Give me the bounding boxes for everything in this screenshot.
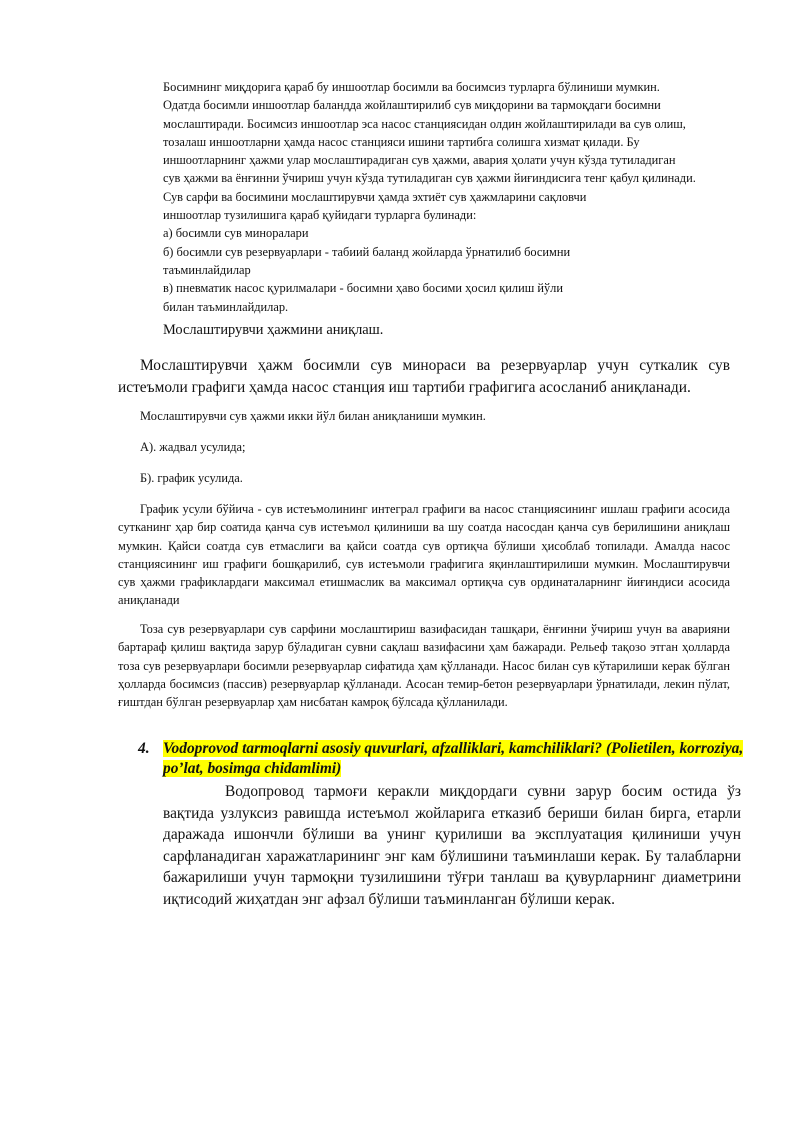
heading-line-1: Vodoprovod tarmoqlarni asosiy quvurlari, afzalliklari, kamchiliklari? (Polietilen, korroziya, (163, 740, 744, 757)
list-item-c: в) пневматик насос қурилмалари - босимни ҳаво босими ҳосил қилиш йўли (163, 281, 563, 296)
text-line: мослаштиради. Босимсиз иншоотлар эса насос станциясидан олдин жойлаштирилади ва сув олиш, (163, 116, 686, 131)
paragraph-methods-intro: Мослаштирувчи сув ҳажми икки йўл билан аниқланиши мумкин. (140, 409, 486, 423)
text-line: Одатда босимли иншоотлар баландда жойлаштирилиб сув миқдорини ва тармоқдаги босимни (163, 98, 661, 113)
list-item-b: б) босимли сув резервуарлари - табиий баланд жойларда ўрнатилиб босимни (163, 244, 571, 259)
method-b: Б). график усулида. (140, 471, 243, 485)
text-line: тозалаш иншоотларни ҳамда насос станцияси ишини тартибга солишга хизмат қилади. Бу (163, 134, 640, 149)
heading-line-2: po’lat, bosimga chidamlimi) (163, 760, 342, 777)
paragraph-volume: Мослаштирувчи ҳажм босимли сув минораси ва резервуарлар учун суткалик сув истеъмоли графиги ҳамда насос станция иш тартиби графигига асосланиб аниқланади. (118, 357, 730, 396)
text-line: иншоотларнинг ҳажми улар мослаштирадиган сув ҳажми, авария ҳолати учун кўзда тутиладиган (163, 153, 676, 168)
paragraph-graph-method: График усули бўйича - сув истеъмолининг интеграл графиги ва насос станциясининг ишлаш графиги асосида сутканинг ҳар бир соатида қанча сув истеъмол қилиниши ва шу соатда насосдан қанча сув берилишини аниқлаш мумкин. Қайси соатда сув етмаслиги ва қайси соатда сув ортиқча бўлиши ҳисоблаб топилади. Амалда насос станциясининг иш графиги бошқарилиб, сув истеъмоли графигига яқинлаштирилиши мумкин. Мослаштирувчи сув ҳажми графиклардаги максимал етишмаслик ва максимал ортиқча сув ординаталарнинг йиғиндиси асосида аниқланади (118, 502, 730, 608)
text-line: Босимнинг миқдорига қараб бу иншоотлар босимли ва босимсиз турларга бўлиниши мумкин. (163, 80, 660, 94)
text-line: иншоотлар тузилишига қараб қуйидаги турларга булинади: (163, 208, 477, 223)
section-heading-4 (138, 739, 748, 779)
list-item-c-cont: билан таъминлайдилар. (163, 299, 289, 314)
text-line: Сув сарфи ва босимини мослаштирувчи ҳамда эхтиёт сув ҳажмларини сақловчи (163, 189, 587, 204)
list-item-b-cont: таъминлайдилар (163, 262, 251, 277)
method-a: А). жадвал усулида; (140, 440, 246, 454)
paragraph-network: Водопровод тармоғи керакли миқдордаги сувни зарур босим остида ўз вақтида узлуксиз равишда истеъмол жойларига етказиб бериши билан бирга, етарли даражада ишончли бўлиши ва унинг қурилиши ва эксплуатация қилиниши учун сарфланадиган харажатларининг энг кам бўлишини таъминлаши керак. Бу талабларни бажарилиши учун тармоқни тузилишини тўғри танлаш ва қувурларнинг диаметрини иқтисодий жиҳатдан энг афзал бўлиши таъминланган бўлиши керак. (163, 783, 741, 908)
paragraph-clean-reservoirs: Тоза сув резервуарлари сув сарфини мослаштириш вазифасидан ташқари, ёнғинни ўчириш учун ва аварияни бартараф қилиш вақтида зарур бўладиган сувни сақлаш вазифасини ҳам бажаради. Рельеф тақозо этган ҳолларда тоза сув резервуарлари босимли резервуарлар сифатида ҳам қўлланади. Насос билан сув кўтарилиши керак бўлган ҳолларда босимсиз (пассив) резервуарлар қўлланади. Асосан темир-бетон резервуарлари ўрнатилади, лекин пўлат, ғиштдан бўлган резервуарлар ҳам нисбатан камроқ бўлсада қўлланилади. (118, 622, 730, 710)
list-item-a: а) босимли сув миноралари (163, 226, 309, 241)
paragraph-structures (163, 78, 741, 316)
section-subtitle: Мослаштирувчи ҳажмини аниқлаш. (163, 322, 384, 338)
text-line: сув ҳажми ва ёнғинни ўчириш учун кўзда тутиладиган сув ҳажми йиғиндисига тенг қабул қилинади. (163, 171, 696, 186)
heading-number: 4. (138, 740, 150, 757)
